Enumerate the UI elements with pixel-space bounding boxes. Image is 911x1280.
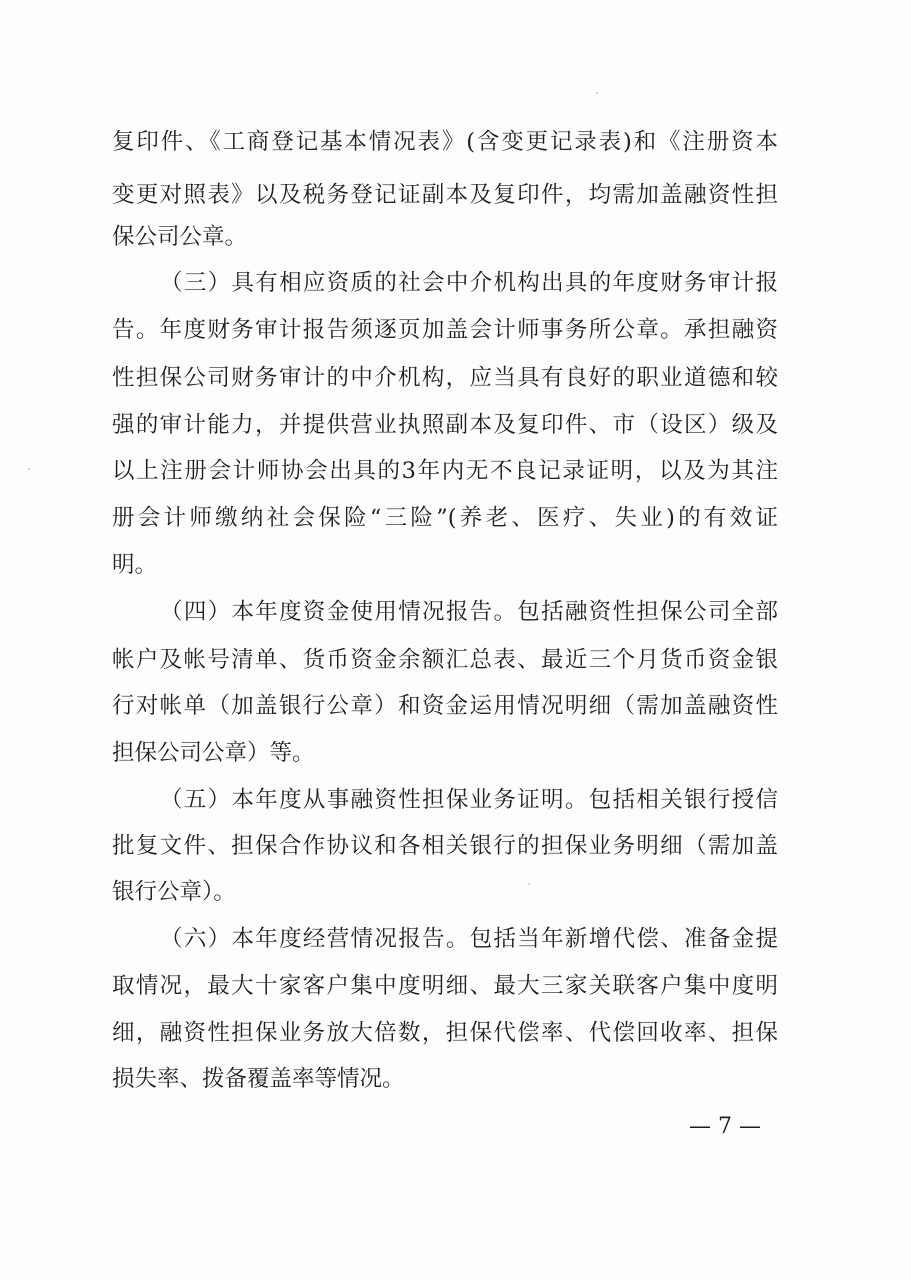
scan-speck — [28, 468, 30, 470]
text-line: （三）具有相应资质的社会中介机构出具的年度财务审计报 — [160, 270, 778, 296]
text-line: 变更对照表》以及税务登记证副本及复印件，均需加盖融资性担 — [112, 182, 778, 208]
text-line: （五）本年度从事融资性担保业务证明。包括相关银行授信 — [160, 787, 778, 813]
text-line: 取情况，最大十家客户集中度明细、最大三家关联客户集中度明 — [112, 973, 778, 999]
scan-speck — [596, 92, 598, 94]
text-line: 担保公司公章）等。 — [112, 740, 315, 766]
text-line: 损失率、拨备覆盖率等情况。 — [112, 1066, 405, 1092]
text-line: 复印件、《工商登记基本情况表》(含变更记录表)和《注册资本 — [112, 129, 778, 155]
text-line: 批复文件、担保合作协议和各相关银行的担保业务明细（需加盖 — [112, 833, 778, 859]
text-line: 帐户及帐号清单、货币资金余额汇总表、最近三个月货币资金银 — [112, 647, 778, 673]
text-line: （四）本年度资金使用情况报告。包括融资性担保公司全部 — [160, 599, 778, 625]
scan-speck — [528, 883, 530, 885]
text-line: 明。 — [112, 552, 158, 578]
text-line: 册会计师缴纳社会保险“三险”(养老、医疗、失业)的有效证 — [112, 505, 778, 531]
text-line: 细，融资性担保业务放大倍数，担保代偿率、代偿回收率、担保 — [112, 1020, 778, 1046]
text-line: 性担保公司财务审计的中介机构，应当具有良好的职业道德和较 — [112, 365, 778, 391]
page-number: — 7 — — [689, 1114, 761, 1139]
text-line: 银行公章）。 — [112, 879, 236, 905]
text-line: 行对帐单（加盖银行公章）和资金运用情况明细（需加盖融资性 — [112, 693, 778, 719]
text-line: （六）本年度经营情况报告。包括当年新增代偿、准备金提 — [160, 926, 778, 952]
text-line: 强的审计能力，并提供营业执照副本及复印件、市（设区）级及 — [112, 412, 778, 438]
text-line: 以上注册会计师协会出具的3年内无不良记录证明，以及为其注 — [112, 458, 778, 484]
text-line: 保公司公章。 — [112, 224, 248, 250]
text-line: 告。年度财务审计报告须逐页加盖会计师事务所公章。承担融资 — [112, 317, 778, 343]
